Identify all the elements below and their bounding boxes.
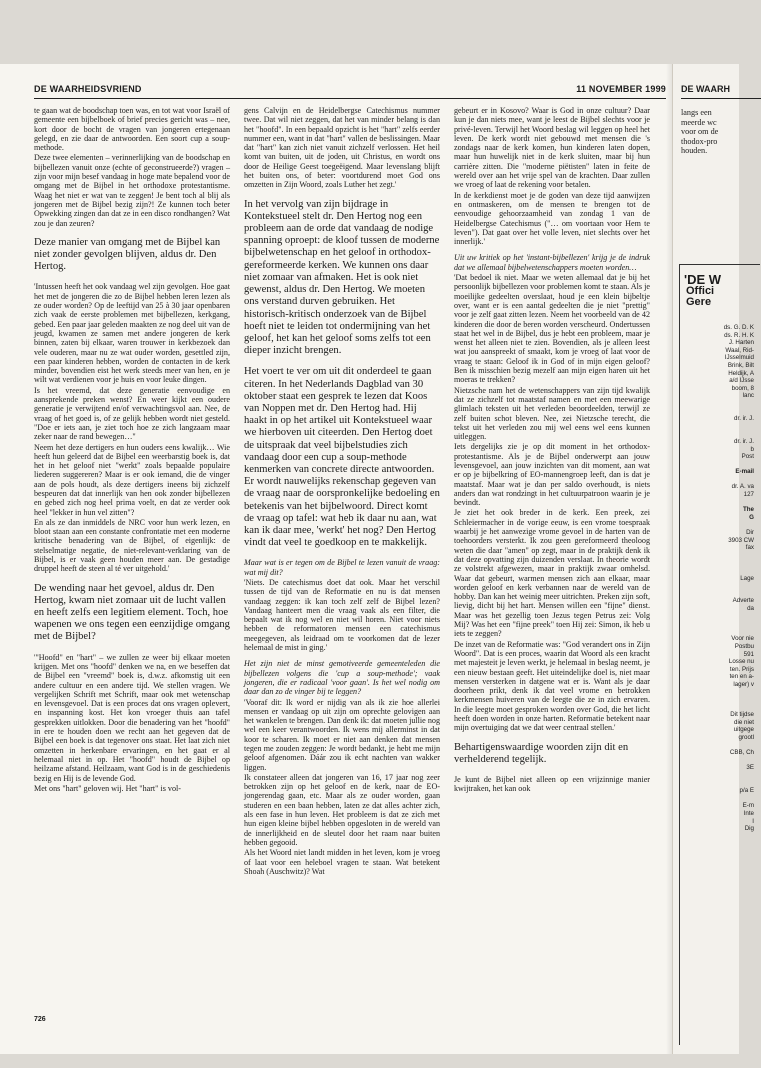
colophon-line: Losse nu bbox=[728, 658, 754, 666]
body-paragraph: 'Niets. De catechismus doet dat ook. Maar het verschil tussen de tijd van de Reformatie en nu is dat mensen vandaag zeggen: ik kan toch zelf zelf de Bijbel lezen? Vandaag hanteert men die vraag vaak als een filter, die bepaalt wat ik nog wel en niet wil horen. Niet voor niets hebben de reformatoren mensen een catechismus meegegeven, als leidraad om te voorkomen dat de lezer helemaal de mist in ging.' bbox=[244, 577, 440, 653]
colophon-line: ds. R. H. K bbox=[724, 331, 754, 339]
colophon-line bbox=[680, 620, 760, 628]
colophon-line: ds. G. D. K bbox=[723, 324, 754, 331]
adjacent-text-line: langs een bbox=[681, 108, 712, 117]
colophon-line bbox=[680, 689, 760, 697]
interview-question: Het zijn niet de minst gemotiveerde gemeenteleden die bijbellezen volgens die 'cup a soup-methode'; vaak jongeren, die er radicaal 'voor gaan'. Is het wel nodig om daar dan zo de vinger bij te leggen? bbox=[244, 659, 440, 697]
colophon-line: boom, 8 bbox=[731, 384, 754, 392]
colophon-line: E-m bbox=[742, 802, 754, 810]
colophon-line: Dir bbox=[746, 529, 754, 537]
colophon-title: Offici bbox=[686, 285, 715, 297]
body-paragraph: In de kerkdienst moet je de goden van deze tijd aanwijzen en ontmaskeren, om de mensen te brengen tot de eenvoudige gehoorzaamheid van zondag 1 van de Heidelbergse Catechismus ("… om voortaan voor Hem te leven"). Dat gaat over het volle leven, niet slechts over het innerlijk.' bbox=[454, 190, 650, 247]
colophon-line bbox=[680, 780, 760, 788]
body-paragraph: gebeurt er in Kosovo? Waar is God in onze cultuur? Daar kun je dan niets mee, want je leest de Bijbel slechts voor je privé-leven. Terwijl het Woord beslag wil leggen op heel het leven. De kerk wordt niet gebouwd met mensen die 's zondags naar de kerk komen, hun kinderen laten dopen, maar hun huwelijk niet in de kerk sluiten, maar bij hun carrière zitten. Die "moderne piëtisten" laten in feite de wereld over aan het vrije spel van de krachten. Daar zullen we vroeg of laat de rekening voor betalen. bbox=[454, 106, 650, 190]
colophon-line: E-mail bbox=[735, 468, 754, 476]
body-paragraph: gens Calvijn en de Heidelbergse Catechismus nummer twee. Dat wil niet zeggen, dat het van minder belang is dan het "hoofd". In een bepaald opzicht is het "hart" zelfs eerder nummer een, want in dat "hart" vallen de beslissingen. Maar dat "hart" kan zich niet vanuit zichzelf verlossen. Het heil komt van buiten, uit de joden, uit Christus, en wordt ons door de Heilige Geest toegeëigend. Maar levenslang blijft het buiten ons, of beter: voortdurend moet God ons omzetten in Zijn Woord, zoals Luther het zegt.' bbox=[244, 106, 440, 190]
body-paragraph: Nietzsche nam het de wetenschappers van zijn tijd kwalijk dat ze zichzelf tot maatstaf namen en met een meewarige glimlach teksten uit het verleden beoordeelden, terwijl ze zelf buiten schot bleven. Nee, zei Nietzsche terecht, die tekst uit het verleden zou mij wel eens wel eens kunnen uitleggen. bbox=[454, 385, 650, 442]
column-2 bbox=[244, 106, 440, 1036]
colophon-line: 591 bbox=[743, 650, 754, 658]
body-paragraph: Als het Woord niet landt midden in het leven, kom je vroeg of laat voor een heleboel vragen te staan. Wat betekent Shoah (Auschwitz)? Wat bbox=[244, 848, 440, 876]
page-header bbox=[34, 84, 666, 99]
body-paragraph: Neem het deze dertigers en hun ouders eens kwalijk… Wie heeft hun geleerd dat de Bijbel een weerbarstig boek is, dat het in het geloof niet "werkt" zoals bepaalde populaire liederen suggereren? Maar is er ook iemand, die de vinger aan de pols houdt, als deze dertigers ineens bij zichzelf bespeuren dat dat innerlijk van hen ook zonder bijbellezen en gebed zich nog heel prima voelt, en dat ze verder ook heel "lekker in hun vel zitten"? bbox=[34, 442, 230, 517]
colophon-line bbox=[680, 499, 760, 507]
colophon-line bbox=[680, 559, 760, 567]
colophon-line bbox=[680, 696, 760, 704]
colophon-box bbox=[679, 264, 760, 1045]
magazine-page bbox=[0, 64, 680, 1054]
colophon-line bbox=[680, 590, 760, 598]
colophon-line: a/d IJsse bbox=[729, 377, 754, 385]
body-paragraph: 'Vooraf dit: Ik word er nijdig van als ik zie hoe allerlei mensen er vandaag op uit zijn om oprechte gelovigen aan het wankelen te brengen. Dan denk ik: dat moeten jullie nog wel een keer verantwoorden. Ik wens mij allerminst in dat koor te scharen. Ik moet er niet aan denken dat mensen tegen me zouden zeggen: Je wordt bedankt, je hebt me mijn geloof afgenomen. Dáár zou ik echt nachten van wakker liggen. bbox=[244, 697, 440, 772]
colophon-line: ten en a- bbox=[729, 673, 754, 681]
body-paragraph: Ik constateer alleen dat jongeren van 16, 17 jaar nog zeer betrokken zijn op het geloof en de kerk, naar de EO-jongerendag gaan, etc. Maar als ze ouder worden, gaan studeren en een baan hebben, laten ze dat alles achter zich, als een fase in hun leven. Het probleem is dat ze zich met hun eigen kleine bijbel hebben opgesloten in de wereld van de innerlijkheid en de sleutel door het raam naar buiten hebben gegooid. bbox=[244, 772, 440, 847]
colophon-line: fax bbox=[745, 544, 754, 552]
colophon-line: IJsselmuid bbox=[724, 354, 754, 362]
colophon-line: 3903 CW bbox=[728, 536, 754, 544]
colophon-line bbox=[680, 628, 760, 636]
colophon-line: die niet bbox=[734, 718, 754, 726]
body-paragraph: Iets dergelijks zie je op dit moment in het orthodox-protestantisme. Als je de Bijbel onderwerpt aan jouw levensgevoel, aan jouw inzichten van dit moment, aan wat er op je bijbelkring of EO-mannengroep leeft, dan is dat je maatstaf. Maar wat je dan per saldo overhoudt, is niets anders dan wat rondzingt in het cultuurpatroon waarin je je bevindt. bbox=[454, 442, 650, 508]
colophon-line bbox=[680, 613, 760, 621]
colophon-line bbox=[680, 430, 760, 438]
body-paragraph: te gaan wat de boodschap toen was, en tot wat voor Israël of gemeente een bijbelboek of brief precies gericht was – nee, kort door de bocht de vragen van jongeren ertegenaan gelegd, en zie daar de antwoorden. Een soort cup a soup-methode. bbox=[34, 106, 230, 153]
colophon-line bbox=[680, 461, 760, 469]
colophon-title: Gere bbox=[686, 296, 712, 308]
colophon-line: J. Harten bbox=[728, 339, 754, 347]
colophon-line: b bbox=[750, 445, 754, 453]
colophon-line: lager) v bbox=[733, 680, 754, 688]
colophon-line: p/a E bbox=[739, 787, 754, 795]
colophon-title: 'DE W bbox=[684, 272, 722, 287]
page-number: 726 bbox=[34, 1016, 46, 1023]
body-paragraph: 'Dat bedoel ik niet. Maar we weten allemaal dat je bij het persoonlijk bijbellezen voor problemen komt te staan. Als je moeilijke gedeelten overslaat, houd je een klein bijbeltje over, want er is een aantal gedeelten die je niet "prettig" voor je zelf gaat zitten lezen. Neem het voorbeeld van de 42 kinderen die door de beren worden verscheurd. Ondertussen staat het wel in de Bijbel, dus je hebt een probleem, maar je wenst het alleen niet te zien. Bovendien, als je alleen leest wat jou aanspreekt of smaakt, kom je vroeg of laat voor de vraag te staan: Geloof ik in God of in mijn eigen geloof? Ben ik misschien bezig mezelf aan mijn eigen haren uit het moeras te trekken? bbox=[454, 273, 650, 385]
colophon-line bbox=[680, 795, 760, 803]
publication-title: DE WAARHEIDSVRIEND bbox=[34, 84, 142, 94]
intro-paragraph: Behartigenswaardige woorden zijn dit en verhelderend tegelijk. bbox=[454, 741, 629, 765]
column-1 bbox=[34, 106, 230, 1036]
body-paragraph: Met ons "hart" geloven wij. Het "hart" is vol- bbox=[34, 783, 181, 793]
colophon-line: G bbox=[749, 513, 754, 521]
colophon-line: Post bbox=[741, 453, 754, 461]
body-paragraph: '"Hoofd" en "hart" – we zullen ze weer bij elkaar moeten krijgen. Met ons "hoofd" denken we na, en we beseffen dat de Bijbel een "vreemd" boek is, d.w.z. afkomstig uit een andere cultuur en een andere tijd. We stellen vragen. We vergelijken Schrift met Schrift, maar ook met wetenschap en levensgevoel. Dat is een proces dat ons vragen oplevert, en inspanning kost. Het kon vroeger thuis aan tafel gesprekken uitlokken. Door die benadering van het "hoofd" in ere te houden doen we recht aan het gegeven dat de Bijbel een boek is dat tegenover ons staat. Het laat zich niet omzetten in herkenbare ervaringen, en het gaat er al helemaal niet in op. Het "hoofd" houdt de Bijbel op heilzame afstand. Heilzaam, want God is in de geschiedenis bezig en Hij is de levende God. bbox=[34, 652, 230, 783]
colophon-line: Lage bbox=[740, 574, 754, 582]
colophon-line: 3E bbox=[746, 764, 754, 772]
colophon-line bbox=[680, 521, 760, 529]
colophon-line: Voor nie bbox=[731, 635, 754, 643]
colophon-line bbox=[680, 757, 760, 765]
adjacent-text-line: voor om de bbox=[681, 127, 719, 137]
colophon-line: Adverte bbox=[732, 597, 754, 605]
colophon-line: Dit tijdse bbox=[730, 711, 754, 719]
column-3 bbox=[454, 106, 650, 1036]
colophon-line bbox=[680, 400, 760, 408]
adjacent-text-line: thodox-pro bbox=[681, 136, 718, 146]
interview-question: Uit uw kritiek op het 'instant-bijbellezen' krijg je de indruk dat we allemaal bijbelwetenschappers moeten worden… bbox=[454, 253, 650, 272]
colophon-line bbox=[680, 567, 760, 575]
colophon-line: uitgege bbox=[733, 726, 754, 734]
body-paragraph: Is het vreemd, dat deze generatie eenvoudige en aansprekende preken wenst? En weer kijkt een oudere generatie je verwijtend en/of verwachtingsvol aan. Nee, de vraag of het goed is, of ze gelijk hebben wordt niet gesteld. "Doe er iets aan, je ziet toch hoe ze zich langzaam maar zeker naar de rand bewegen…" bbox=[34, 385, 230, 442]
adjacent-page bbox=[672, 64, 754, 1054]
colophon-line bbox=[680, 704, 760, 712]
body-paragraph: Je ziet het ook breder in de kerk. Een preek, zei Schleiermacher in de vorige eeuw, is een vrome toespraak waarbij je het aanwezige vrome gevoel in de harten van de toehoorders versterkt. Ik zou geen gereformeerd theoloog weten die daar "amen" op zegt, maar in de praktijk denk ik dat deze opvatting zijn duizenden verslaat. In theorie wordt ze volstrekt afgewezen, maar in praktijk zwaar omhelsd. Waar dat gebeurt, warmen mensen zich aan elkaar, maar worden geloof en kerk verbannen naar de wereld van de hobby. Dan kan het weinig meer uitrichten. Preken zijn soft, lievig, dicht bij het hart. Mensen willen een "fijne" dienst. Maar was het gezellig toen Jezus tegen Petrus zei: Volg Mij? Was het een "fijne preek" toen Hij zei: Simon, ik heb u iets te zeggen? bbox=[454, 508, 650, 639]
intro-paragraph: Deze manier van omgang met de Bijbel kan niet zonder gevolgen blijven, aldus dr. Den Hertog. bbox=[34, 236, 221, 273]
colophon-line: Inte bbox=[743, 810, 754, 817]
body-paragraph: Deze twee elementen – verinnerlijking van de boodschap en bijbellezen vanuit onze (echte of geconstrueerde?) vragen – zijn voor mijn besef vandaag in hoge mate bepalend voor de omgang met de Bijbel in het orthodoxe protestantisme. Waag het niet er wat van te zeggen! Je bent toch al blij als jongeren met de Bijbel bezig zijn?! Ze kunnen toch beter Opwekking zingen dan dat ze in een disco rondhangen? Wat zou je dan zeuren? bbox=[34, 153, 230, 228]
adjacent-page-header: DE WAARH bbox=[681, 84, 761, 99]
body-paragraph: Je kunt de Bijbel niet alleen op een vrijzinnige manier kwijtraken, het kan ook bbox=[454, 775, 650, 794]
colophon-line bbox=[680, 582, 760, 590]
body-paragraph: De inzet van de Reformatie was: "God verandert ons in Zijn Woord". Dat is een proces, waarin dat Woord als een kracht met majesteit je leven werkt, je helemaal in beslag neemt, je een nieuw bestaan geeft. Het uiteindelijke doel is, niet maar mensen versterken in datgene wat er is. Want als je daar doorheen prikt, denk ik dat veel vrome en betrokken kerkmensen huiveren van de leegte die ze in zich ervaren. In die leegte moet gesproken worden over God, die het licht heeft doen worden in onze harten. Reformatie betekent naar mijn overtuiging dat we dat weer centraal stellen.' bbox=[454, 639, 650, 733]
adjacent-text-line: houden. bbox=[681, 146, 708, 156]
issue-date: 11 NOVEMBER 1999 bbox=[576, 84, 666, 94]
body-paragraph: En als ze dan inmiddels de NRC voor hun werk lezen, en bloot staan aan een constante confrontatie met een moderne kritische benadering van de Bijbel, of eigenlijk: de stelselmatige negatie, de niet-relevant-verklaring van de Bijbel, is er vaak geen houden meer aan. De gestadige druppel heeft de steen al té ver uitgehold.' bbox=[34, 517, 230, 574]
colophon-line bbox=[680, 742, 760, 750]
colophon-line: dr. A. va bbox=[731, 483, 754, 491]
body-paragraph: 'Intussen heeft het ook vandaag wel zijn gevolgen. Hoe gaat het met de jongeren die zo de Bijbel hebben leren lezen als ze ouder worden? Op de leeftijd van 25 à 30 jaar openbaren zich vaak de eerste problemen met bijbellezen, kerkgang, gebed. Een paar jaar geleden maakten ze nog deel uit van de jeugd, kwamen ze samen met andere jongeren de kerk binnen, zaten bij elkaar, waren trouwer in kerkbezoek dan vele ouderen, maar nu ze wat ouder worden, gesettled zijn, een paar kinderen hebben, worden de contacten in de kerk minder, bovendien eist het werk steeds meer van hen, en je wilt wat verdienen voor je huis en voor leuke dingen. bbox=[34, 282, 230, 385]
colophon-line: grootl bbox=[738, 734, 754, 742]
colophon-line: Postbu bbox=[734, 642, 754, 650]
intro-paragraph: Het voert te ver om uit dit onderdeel te gaan citeren. In het Nederlands Dagblad van 30 oktober staat een gesprek te lezen dat Koos van Noppen met dr. Den Hertog had. Hij haakt in op het artikel uit Kontekstueel waar we hierboven uit citeerden. Den Hertog doet de uitspraak dat veel bijbelstudies zich vandaag door een cup a soup-methode kenmerken van concrete directe antwoorden. Er wordt nauwelijks rekenschap gegeven van de vraag naar de oorspronkelijke bedoeling en betekenis van het bijbelwoord. Direct komt de vraag op tafel: wat heb ik daar nu aan, wat kan ik daar mee, 'werkt' het nog? Den Hertog vindt dat veel te goedkoop en te makkelijk. bbox=[244, 366, 440, 549]
adjacent-page-text bbox=[681, 108, 761, 156]
colophon-line: Dig bbox=[744, 825, 754, 833]
adjacent-text-line: meerde wc bbox=[681, 117, 717, 127]
colophon-line: 127 bbox=[743, 491, 754, 499]
colophon-line: ten. Prijs bbox=[729, 665, 754, 673]
colophon-line bbox=[680, 552, 760, 560]
colophon-line bbox=[680, 423, 760, 431]
colophon-line: CBB, Ch bbox=[729, 749, 754, 757]
colophon-line: I bbox=[752, 817, 754, 825]
intro-paragraph: De wending naar het gevoel, aldus dr. Den Hertog, kwam niet zomaar uit de lucht vallen en heeft zelfs een legitiem element. Toch, hoe wapenen we ons tegen een eenzijdige omgang met de Bijbel? bbox=[34, 582, 230, 643]
colophon-line bbox=[680, 476, 760, 484]
colophon-line bbox=[680, 772, 760, 780]
colophon-line: The bbox=[742, 506, 754, 514]
colophon-line: da bbox=[747, 604, 754, 612]
colophon-line: lanc bbox=[742, 392, 754, 400]
interview-question: Maar wat is er tegen om de Bijbel te lezen vanuit de vraag: wat mij dit? bbox=[244, 558, 440, 577]
colophon-line: Waal, Rid- bbox=[725, 346, 754, 354]
colophon-line: dr. ir. J. bbox=[734, 415, 754, 423]
colophon-line: dr. ir. J. bbox=[734, 437, 754, 445]
colophon-line bbox=[680, 408, 760, 416]
colophon-line: Heldijk, A bbox=[728, 369, 754, 377]
intro-paragraph: In het vervolg van zijn bijdrage in Kontekstueel stelt dr. Den Hertog nog een probleem aan de orde dat vandaag de nodige spanning oproept: de kloof tussen de moderne bijbelwetenschap en het geloof in orthodox-gereformeerde kerken. We kunnen ons daar niet zomaar van afmaken. Het is ook niet gewenst, aldus dr. Den Hertog. We moeten ons verstand durven gebruiken. Het historisch-kritisch onderzoek van de Bijbel hoeft niet te leiden tot ondermijning van het geloof, het kan het geloof soms zelfs tot een dieper inzicht brengen. bbox=[244, 198, 440, 357]
colophon-line: Brink, Bilt bbox=[727, 361, 754, 369]
